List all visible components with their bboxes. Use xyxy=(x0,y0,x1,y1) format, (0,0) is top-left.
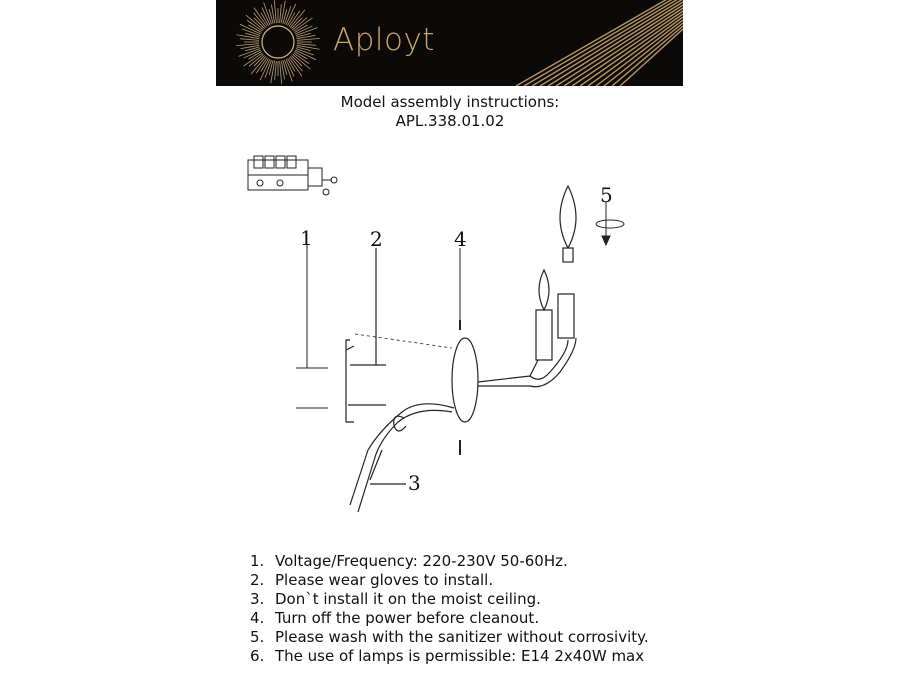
model-number: APL.338.01.02 xyxy=(395,112,505,130)
note-item: 4. Turn off the power before cleanout. xyxy=(250,609,540,627)
instructions-title: Model assembly instructions: xyxy=(340,93,560,111)
note-item: 2. Please wear gloves to install. xyxy=(250,571,494,589)
assembly-diagram xyxy=(230,150,670,530)
note-item: 5. Please wash with the sanitizer without corrosivity. xyxy=(250,628,649,646)
note-item: 1. Voltage/Frequency: 220-230V 50-60Hz. xyxy=(250,552,568,570)
wall-sconce-body xyxy=(452,186,576,422)
part-1-wall-plug xyxy=(296,245,328,408)
sun-logo-icon xyxy=(262,26,294,58)
label-part-1: 1 xyxy=(300,226,313,250)
part-3-wires xyxy=(350,404,454,512)
sunburst-logo-art xyxy=(216,0,683,86)
brand-banner xyxy=(216,0,683,86)
part-5-lamp-rotation xyxy=(596,202,624,245)
label-part-4: 4 xyxy=(454,227,467,251)
note-item: 6. The use of lamps is permissible: E14 2x40W max xyxy=(250,647,645,665)
part-2-mounting-bracket xyxy=(346,248,452,422)
label-part-5: 5 xyxy=(600,183,613,207)
brand-logo-text: Aployt xyxy=(333,22,435,58)
note-item: 3. Don`t install it on the moist ceiling. xyxy=(250,590,541,608)
label-part-3: 3 xyxy=(408,471,421,495)
notes-list xyxy=(250,552,649,666)
label-part-2: 2 xyxy=(370,227,383,251)
terminal-block-icon xyxy=(248,156,337,195)
